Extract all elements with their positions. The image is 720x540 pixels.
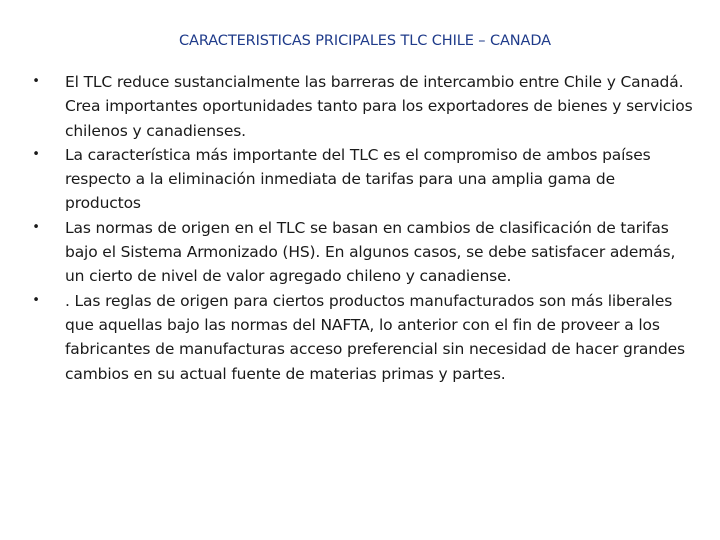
bullet-icon: • [32, 146, 40, 162]
bullet-item-1 [30, 70, 695, 143]
bullet-icon: • [32, 74, 40, 89]
bullet-item-3 [30, 216, 695, 289]
bullet-icon: • [32, 292, 40, 308]
bullet-item-4 [30, 289, 695, 386]
bullet-text: . Las reglas de origen para ciertos productos manufacturados son más liberales que aquellas bajo las normas del NAFTA, lo anterior con el fin de proveer a los fabricantes de manufacturas acceso preferencial sin necesidad de hacer grandes cambios en su actual fuente de materias primas y partes. [65, 291, 685, 383]
bullet-icon: • [32, 219, 40, 235]
slide-title: CARACTERISTICAS PRICIPALES TLC CHILE – CANADA [179, 33, 551, 49]
bullet-text: El TLC reduce sustancialmente las barreras de intercambio entre Chile y Canadá. Crea importantes oportunidades tanto para los exportadores de bienes y servicios chilenos y canadienses. [65, 73, 693, 140]
bullet-text: La característica más importante del TLC es el compromiso de ambos países respecto a la eliminación inmediata de tarifas para una amplia gama de productos [65, 145, 651, 213]
bullet-text: Las normas de origen en el TLC se basan en cambios de clasificación de tarifas bajo el Sistema Armonizado (HS). En algunos casos, se debe satisfacer además, un cierto de nivel de valor agregado chileno y canadiense. [65, 218, 676, 286]
bullet-item-2 [30, 143, 695, 216]
bullet-list [30, 70, 695, 386]
